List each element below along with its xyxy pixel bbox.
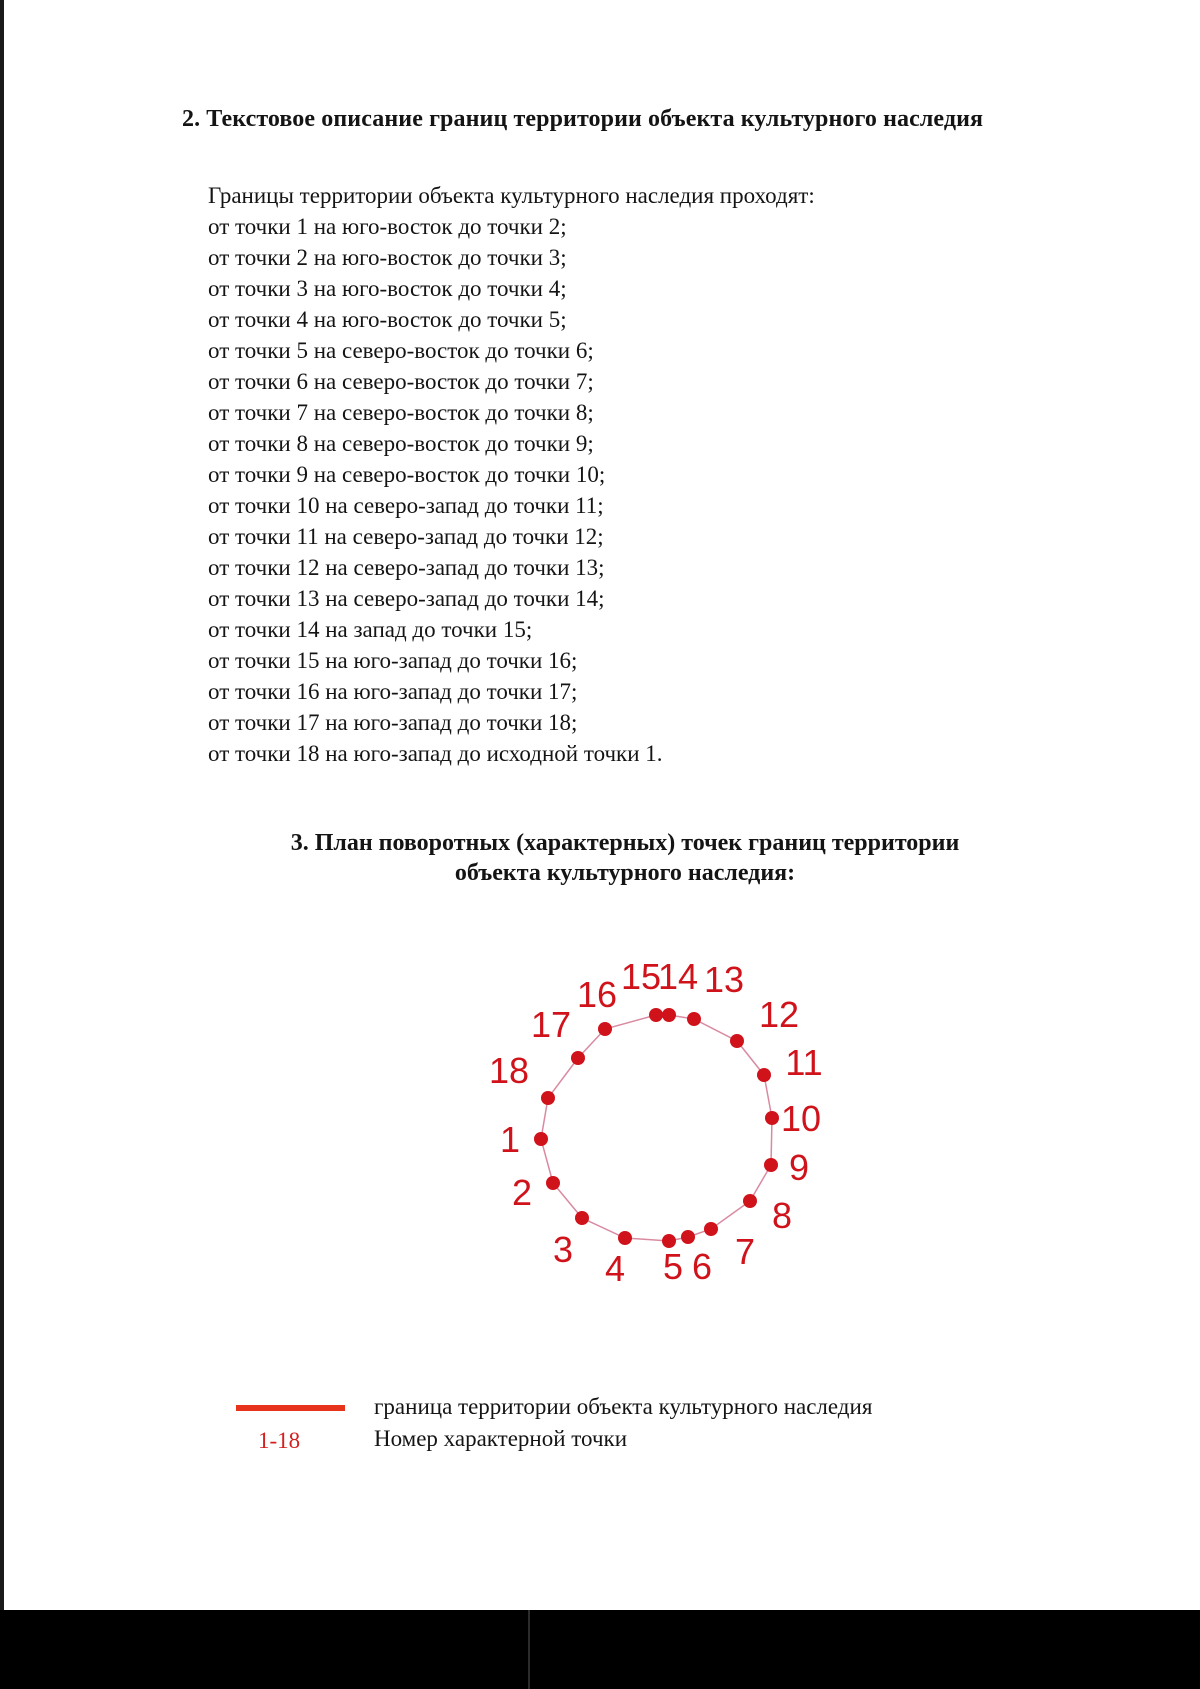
description-line: от точки 16 на юго-запад до точки 17; — [208, 679, 578, 704]
point-marker-6 — [681, 1230, 695, 1244]
point-marker-8 — [743, 1194, 757, 1208]
section-3-heading-line-2: объекта культурного наследия: — [454, 860, 796, 886]
point-label-16: 16 — [576, 974, 618, 1015]
scan-seam — [528, 1610, 530, 1689]
description-line: от точки 4 на юго-восток до точки 5; — [208, 307, 567, 332]
point-marker-11 — [757, 1068, 771, 1082]
legend-boundary-swatch — [236, 1405, 345, 1411]
description-line: от точки 8 на северо-восток до точки 9; — [208, 431, 594, 456]
point-label-7: 7 — [734, 1231, 756, 1272]
description-line: от точки 7 на северо-восток до точки 8; — [208, 400, 594, 425]
point-marker-1 — [534, 1132, 548, 1146]
legend-point-label: Номер характерной точки — [374, 1426, 627, 1451]
point-label-3: 3 — [552, 1229, 574, 1270]
description-line: от точки 5 на северо-восток до точки 6; — [208, 338, 594, 363]
description-line: от точки 17 на юго-запад до точки 18; — [208, 710, 578, 735]
point-marker-9 — [764, 1158, 778, 1172]
description-line: от точки 11 на северо-запад до точки 12; — [208, 524, 604, 549]
point-label-18: 18 — [488, 1050, 530, 1091]
point-marker-18 — [541, 1091, 555, 1105]
point-label-4: 4 — [604, 1248, 626, 1289]
point-label-17: 17 — [530, 1004, 572, 1045]
description-line: от точки 6 на северо-восток до точки 7; — [208, 369, 594, 394]
description-intro: Границы территории объекта культурного наследия проходят: — [208, 183, 815, 208]
description-line: от точки 18 на юго-запад до исходной точки 1. — [208, 741, 663, 766]
point-label-12: 12 — [758, 994, 800, 1035]
point-label-8: 8 — [771, 1195, 793, 1236]
point-label-15: 15 — [620, 956, 662, 997]
point-marker-7 — [704, 1222, 718, 1236]
point-marker-3 — [575, 1211, 589, 1225]
point-marker-15 — [649, 1008, 663, 1022]
point-label-2: 2 — [511, 1172, 533, 1213]
point-marker-14 — [662, 1008, 676, 1022]
section-3-heading-line-1: 3. План поворотных (характерных) точек границ территории — [290, 830, 960, 856]
scan-bottom-band — [0, 1610, 1200, 1689]
description-line: от точки 13 на северо-запад до точки 14; — [208, 586, 605, 611]
point-label-11: 11 — [785, 1042, 823, 1083]
point-label-14: 14 — [657, 956, 699, 997]
point-label-6: 6 — [691, 1246, 713, 1287]
legend-boundary-label: граница территории объекта культурного наследия — [374, 1394, 873, 1419]
point-label-5: 5 — [662, 1246, 684, 1287]
section-2-heading: 2. Текстовое описание границ территории объекта культурного наследия — [182, 106, 984, 132]
boundary-line — [541, 1015, 772, 1241]
point-label-1: 1 — [499, 1119, 521, 1160]
legend-point-code: 1-18 — [258, 1428, 301, 1453]
point-marker-16 — [598, 1022, 612, 1036]
description-line: от точки 9 на северо-восток до точки 10; — [208, 462, 606, 487]
point-label-9: 9 — [788, 1147, 810, 1188]
point-marker-17 — [571, 1051, 585, 1065]
description-line: от точки 2 на юго-восток до точки 3; — [208, 245, 567, 270]
point-marker-12 — [730, 1034, 744, 1048]
description-line: от точки 14 на запад до точки 15; — [208, 617, 533, 642]
point-marker-4 — [618, 1231, 632, 1245]
point-label-13: 13 — [703, 959, 745, 1000]
description-line: от точки 1 на юго-восток до точки 2; — [208, 214, 567, 239]
point-marker-2 — [546, 1176, 560, 1190]
description-line: от точки 3 на юго-восток до точки 4; — [208, 276, 567, 301]
point-marker-10 — [765, 1111, 779, 1125]
description-line: от точки 12 на северо-запад до точки 13; — [208, 555, 605, 580]
point-marker-13 — [687, 1012, 701, 1026]
description-line: от точки 15 на юго-запад до точки 16; — [208, 648, 578, 673]
description-line: от точки 10 на северо-запад до точки 11; — [208, 493, 604, 518]
point-label-10: 10 — [780, 1098, 822, 1139]
